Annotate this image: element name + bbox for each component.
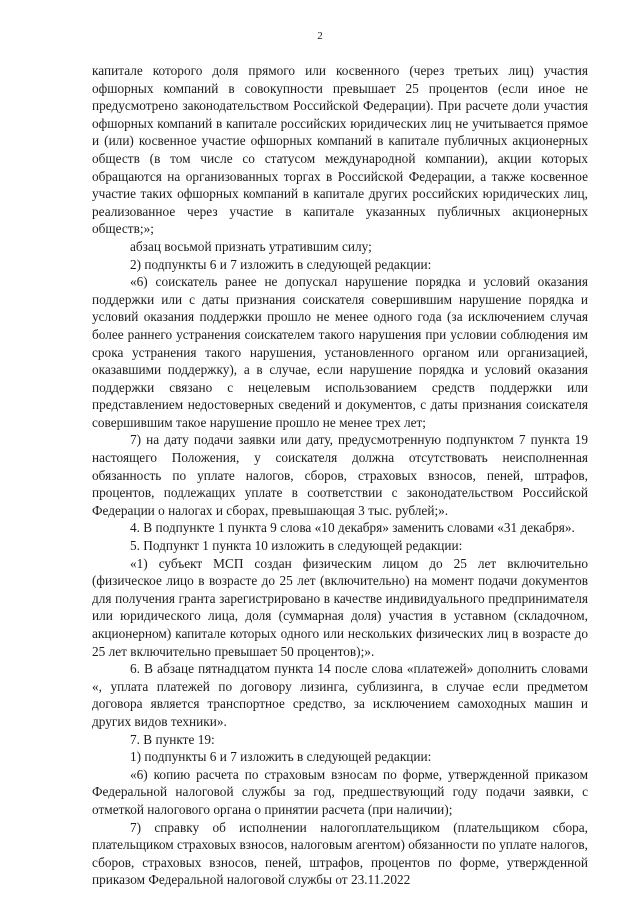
- paragraph: абзац восьмой признать утратившим силу;: [130, 238, 372, 254]
- paragraph: 2) подпункты 6 и 7 изложить в следующей редакции:: [130, 256, 432, 272]
- document-body: [92, 62, 588, 889]
- paragraph: 1) подпункты 6 и 7 изложить в следующей редакции:: [130, 749, 432, 765]
- paragraph: 4. В подпункте 1 пункта 9 слова «10 декабря» заменить словами «31 декабря».: [130, 520, 575, 536]
- paragraph: «6) копию расчета по страховым взносам по форме, утвержденной приказом Федеральной налоговой службы за год, предшествующий году подачи заявки, с отметкой налогового органа о принятии расчета (при наличии);: [92, 766, 588, 817]
- paragraph: «6) соискатель ранее не допускал нарушение порядка и условий оказания поддержки или с даты признания соискателя совершившим нарушение порядка и условий оказания поддержки прошло не менее одного года (за исключением случая более раннего устранения соискателем такого нарушения при условии соблюдения им срока устранения такого нарушения, установленного органом или организацией, оказавшими поддержку), а в случае, если нарушение порядка и условий оказания поддержки связано с нецелевым использованием средств поддержки или представлением недостоверных сведений и документов, с даты признания соискателя совершившим такое нарушение прошло не менее трех лет;: [92, 274, 588, 430]
- paragraph: 7) справку об исполнении налогоплательщиком (плательщиком сбора, плательщиком страховых взносов, налоговым агентом) обязанности по уплате налогов, сборов, страховых взносов, пеней, штрафов, процентов по форме, утвержденной приказом Федеральной налоговой службы от 23.11.2022: [92, 819, 588, 888]
- paragraph: 7. В пункте 19:: [130, 731, 215, 747]
- page-number: 2: [317, 30, 323, 42]
- paragraph: 6. В абзаце пятнадцатом пункта 14 после слова «платежей» дополнить словами «, уплата платежей по договору лизинга, сублизинга, в случае если предметом договора является транспортное средство, за исключением самоходных машин и других видов техники».: [92, 661, 588, 729]
- paragraph: 7) на дату подачи заявки или дату, предусмотренную подпунктом 7 пункта 19 настоящего Положения, у соискателя должна отсутствовать неисполненная обязанность по уплате налогов, сборов, страховых взносов, пеней, штрафов, процентов, подлежащих уплате в соответствии с законодательством Российской Федерации о налогах и сборах, превышающая 3 тыс. рублей;».: [92, 432, 588, 518]
- paragraph: «1) субъект МСП создан физическим лицом до 25 лет включительно (физическое лицо в возрасте до 25 лет (включительно) на момент подачи документов для получения гранта зарегистрировано в качестве индивидуального предпринимателя или юридического лица, доля (суммарная доля) участия в уставном (складочном, акционерном) капитале которых одного или нескольких физических лиц в возрасте до 25 лет включительно превышает 50 процентов);».: [92, 555, 588, 659]
- paragraph: капитале которого доля прямого или косвенного (через третьих лиц) участия офшорных компаний в совокупности превышает 25 процентов (если иное не предусмотрено законодательством Российской Федерации). При расчете доли участия офшорных компаний в капитале российских юридических лиц не учитывается прямое и (или) косвенное участие офшорных компаний в капитале публичных акционерных обществ (в том числе со статусом международной компании), акции которых обращаются на организованных торгах в Российской Федерации, а также косвенное участие таких офшорных компаний в капитале других российских юридических лиц, реализованное через участие в капитале указанных публичных акционерных обществ;»;: [92, 63, 588, 237]
- paragraph: 5. Подпункт 1 пункта 10 изложить в следующей редакции:: [130, 538, 463, 554]
